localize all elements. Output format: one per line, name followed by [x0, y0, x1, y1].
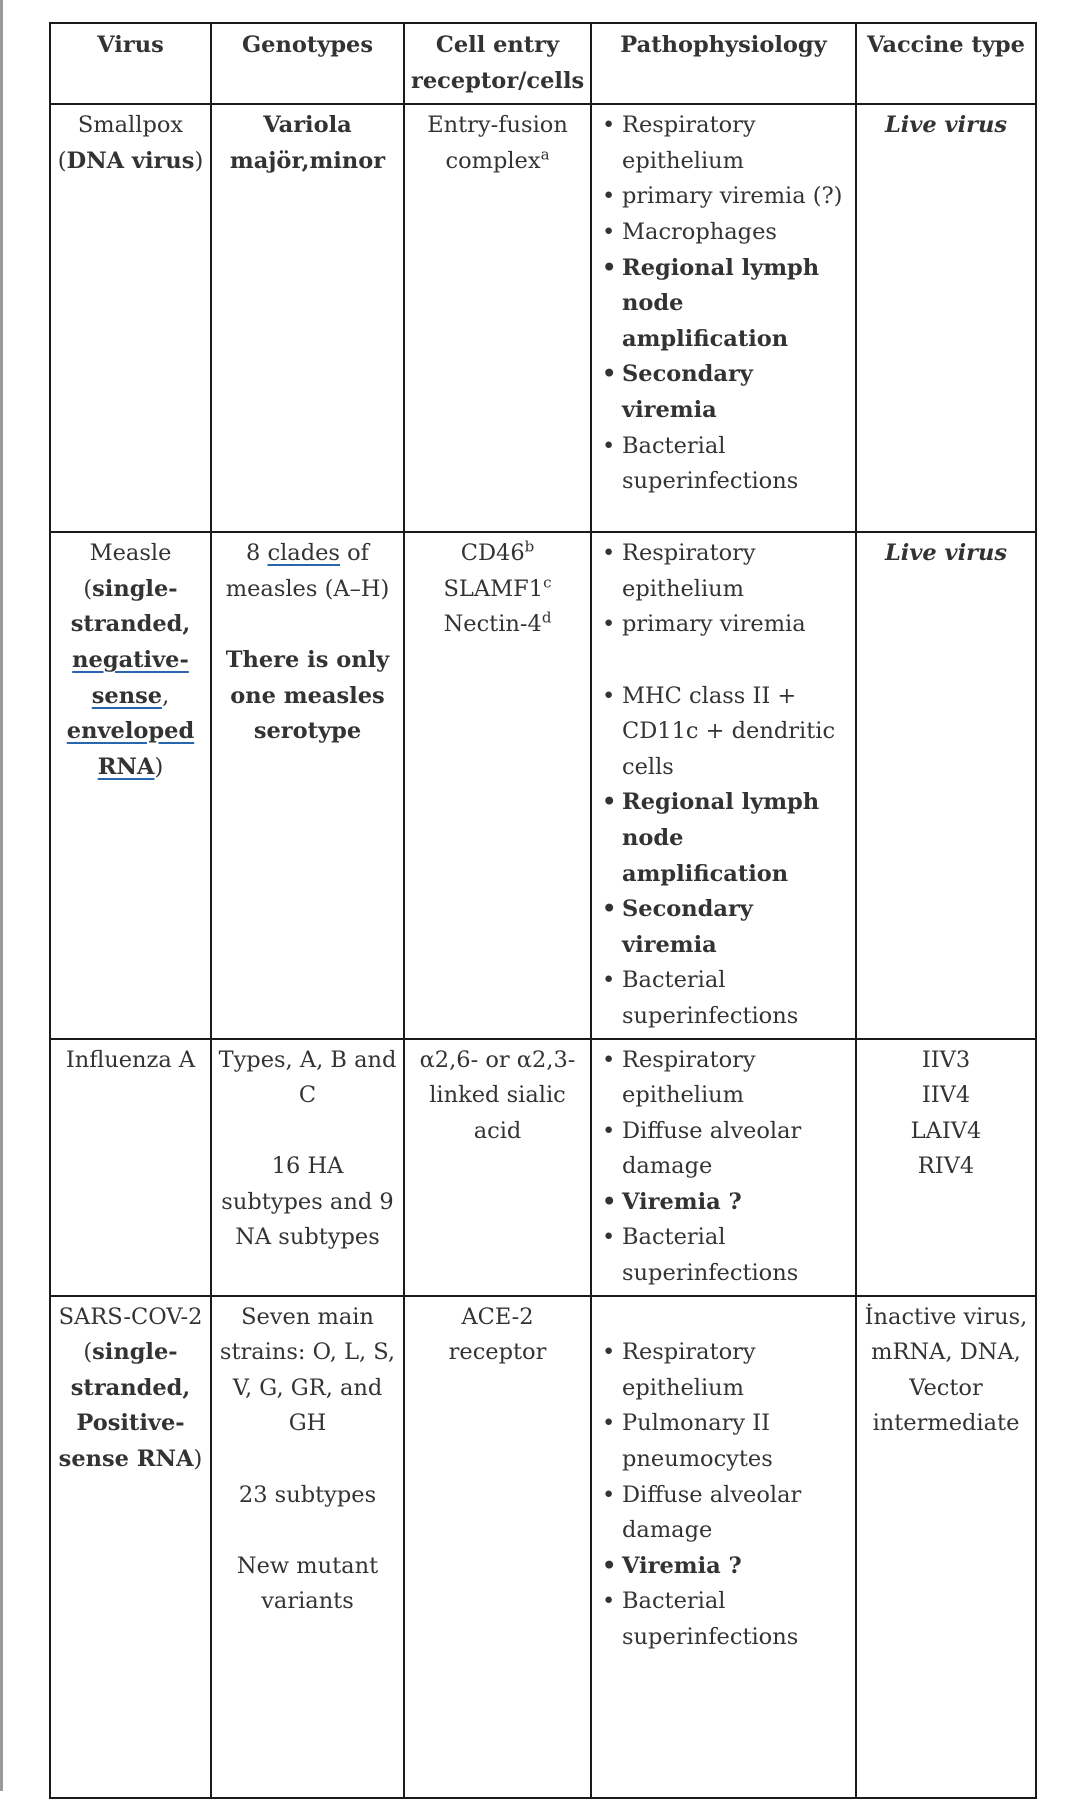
entry-text: ACE-2 receptor — [448, 1303, 547, 1366]
patho-item: • MHC class II + CD11c + dendritic cells — [622, 679, 849, 786]
spacer — [622, 643, 849, 679]
vaccine-text: İnactive virus, mRNA, DNA, Vector intermediate — [864, 1303, 1028, 1437]
patho-list — [598, 536, 849, 1034]
genotypes-subtypes: 16 HA subtypes and 9 NA subtypes — [221, 1153, 394, 1251]
footnote-marker: c — [543, 573, 552, 592]
patho-cell — [591, 1296, 856, 1798]
entry-cell — [404, 1296, 591, 1798]
virus-cell — [50, 1039, 211, 1296]
vaccine-cell — [856, 1296, 1036, 1798]
entry-item — [411, 536, 584, 572]
vaccine-item: IIV4 — [921, 1082, 971, 1109]
patho-item: • Bacterial superinfections — [622, 1584, 849, 1655]
footnote-marker: b — [524, 537, 535, 556]
patho-item: • Regional lymph node amplification — [622, 785, 849, 892]
header-row — [50, 23, 1036, 104]
header-vaccine-type: Vaccine type — [856, 23, 1036, 104]
entry-text: α2,6- or α2,3-linked sialic acid — [419, 1046, 576, 1144]
patho-list — [598, 1043, 849, 1292]
patho-item: • Pulmonary II pneumocytes — [622, 1406, 849, 1477]
header-cell-entry-line1: Cell entry — [435, 32, 560, 58]
entry-cell — [404, 1039, 591, 1296]
patho-cell — [591, 1039, 856, 1296]
spacer — [598, 1300, 849, 1336]
virus-name: Influenza A — [65, 1046, 196, 1073]
patho-item: • Bacterial superinfections — [622, 963, 849, 1034]
patho-item: • Diffuse alveolar damage — [622, 1114, 849, 1185]
virus-type-link: RNA — [97, 753, 155, 780]
spacer — [218, 1114, 397, 1150]
header-genotypes: Genotypes — [211, 23, 404, 104]
patho-item: • Bacterial superinfections — [622, 1220, 849, 1291]
table-row-influenza — [50, 1039, 1036, 1296]
paren-close: ) — [193, 1446, 203, 1473]
paren-close: ) — [154, 753, 164, 780]
genotypes-cell — [211, 1296, 404, 1798]
genotypes-subtypes: 23 subtypes — [238, 1481, 377, 1508]
genotypes-cell — [211, 532, 404, 1038]
vaccine-item: LAIV4 — [910, 1117, 982, 1144]
patho-item: • Macrophages — [622, 215, 849, 251]
patho-item: • Respiratory epithelium — [622, 1043, 849, 1114]
virus-cell — [50, 104, 211, 532]
patho-item: • Diffuse alveolar damage — [622, 1478, 849, 1549]
virus-cell — [50, 1296, 211, 1798]
virus-name: SARS-COV-2 — [58, 1303, 203, 1330]
vaccine-cell — [856, 1039, 1036, 1296]
paren-open: ( — [83, 575, 93, 602]
virus-name: Smallpox — [77, 112, 184, 139]
virus-comparison-table — [49, 22, 1037, 1799]
vaccine-item: RIV4 — [917, 1153, 975, 1180]
genotypes-types: Types, A, B and C — [218, 1046, 397, 1109]
comma: , — [162, 682, 170, 709]
serotype-note: There is only one measles serotype — [225, 646, 390, 745]
paren-open: ( — [83, 1339, 93, 1366]
vaccine-item: IIV3 — [921, 1046, 971, 1073]
table-row-measle — [50, 532, 1036, 1038]
genotypes-cell — [211, 1039, 404, 1296]
spacer — [218, 1442, 397, 1478]
paren-open: ( — [57, 147, 67, 174]
genotypes-count: 8 — [246, 540, 261, 567]
header-cell-entry-line2: receptor/cells — [411, 67, 585, 94]
paren-close: ) — [194, 147, 204, 174]
genotypes-text: Variola majör,minor — [229, 112, 386, 174]
clades-link: clades — [267, 540, 340, 567]
patho-item: • Secondary viremia — [622, 357, 849, 428]
patho-item: • Viremia ? — [622, 1549, 849, 1585]
footnote-marker: a — [540, 145, 550, 164]
virus-type-part: single-stranded, — [70, 575, 191, 638]
entry-text: CD46 — [460, 540, 525, 567]
entry-text: Nectin-4 — [443, 611, 542, 638]
footnote-marker: d — [541, 608, 552, 627]
vaccine-text: Live virus — [884, 540, 1008, 567]
header-virus: Virus — [50, 23, 211, 104]
spacer — [218, 607, 397, 643]
patho-item: • Secondary viremia — [622, 892, 849, 963]
entry-cell — [404, 104, 591, 532]
vaccine-text: Live virus — [884, 112, 1008, 139]
patho-item: • Bacterial superinfections — [622, 429, 849, 500]
spacer — [218, 1513, 397, 1549]
virus-cell — [50, 532, 211, 1038]
entry-text: Entry-fusion complex — [427, 112, 568, 174]
genotypes-variants: New mutant variants — [236, 1552, 379, 1615]
entry-text: SLAMF1 — [443, 575, 544, 602]
virus-type: DNA virus — [66, 147, 195, 174]
patho-item: • Respiratory epithelium — [622, 536, 849, 607]
header-cell-entry — [404, 23, 591, 104]
table-row-sars-cov-2 — [50, 1296, 1036, 1798]
patho-item: • Viremia ? — [622, 1185, 849, 1221]
patho-item: • Regional lymph node amplification — [622, 251, 849, 358]
vaccine-cell — [856, 532, 1036, 1038]
virus-type-link: negative-sense — [72, 646, 189, 709]
entry-item — [411, 572, 584, 608]
patho-list — [598, 108, 849, 500]
virus-type: single-stranded, Positive-sense RNA — [58, 1339, 194, 1473]
entry-item — [411, 607, 584, 643]
header-pathophysiology: Pathophysiology — [591, 23, 856, 104]
patho-cell — [591, 104, 856, 532]
patho-item: • Respiratory epithelium — [622, 108, 849, 179]
page-edge — [0, 0, 3, 1791]
patho-item: • primary viremia — [622, 607, 849, 643]
entry-cell — [404, 532, 591, 1038]
genotypes-cell — [211, 104, 404, 532]
patho-list — [598, 1335, 849, 1655]
patho-cell — [591, 532, 856, 1038]
virus-name: Measle — [89, 540, 172, 567]
patho-item: • primary viremia (?) — [622, 179, 849, 215]
virus-type-link: enveloped — [66, 718, 195, 745]
genotypes-strains: Seven main strains: O, L, S, V, G, GR, and GH — [219, 1303, 396, 1437]
table-row-smallpox — [50, 104, 1036, 532]
genotypes-text: of measles (A–H) — [225, 540, 390, 602]
patho-item: • Respiratory epithelium — [622, 1335, 849, 1406]
vaccine-cell — [856, 104, 1036, 532]
